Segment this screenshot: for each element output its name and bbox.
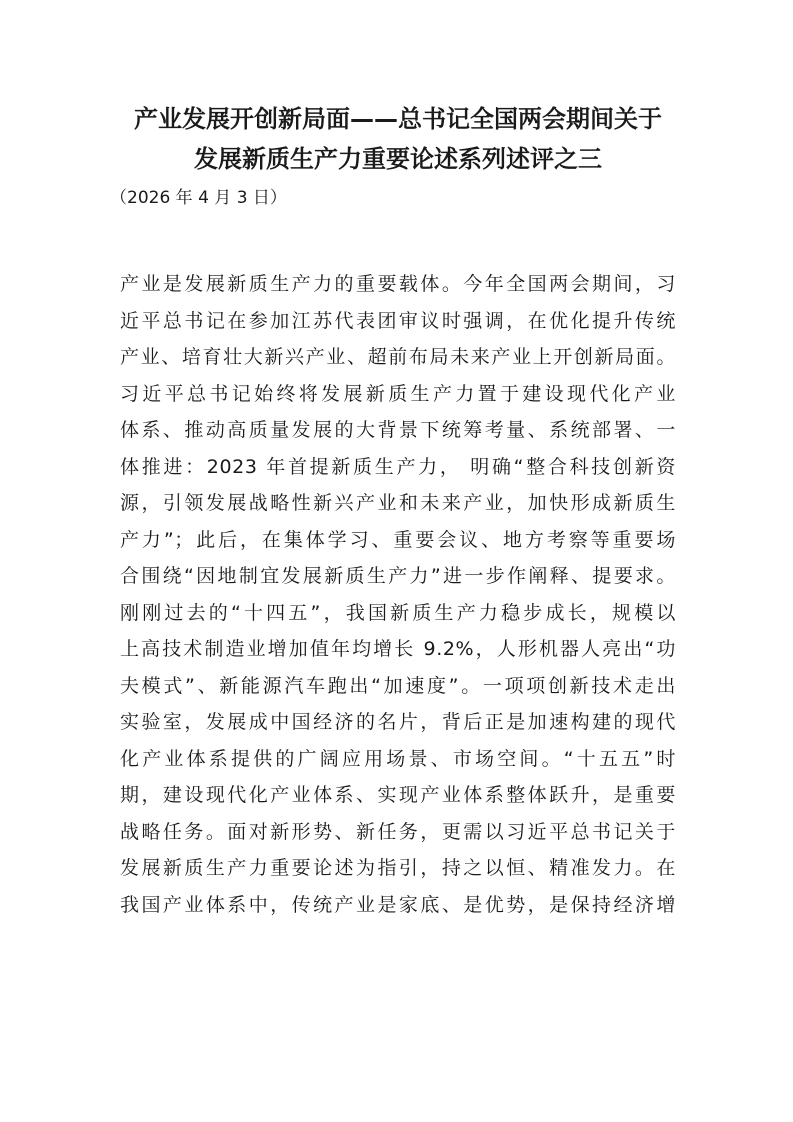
body-line: 化产业体系提供的广阔应用场景、市场空间。“十五五”时 (120, 747, 676, 770)
body-line: 产业是发展新质生产力的重要载体。今年全国两会期间，习 (120, 273, 676, 295)
body-line: 我国产业体系中，传统产业是家底、是优势，是保持经济增 (120, 893, 676, 916)
body-line: 近平总书记在参加江苏代表团审议时强调，在优化提升传统 (120, 309, 676, 332)
body-line: 发展新质生产力重要论述为指引，持之以恒、精准发力。在 (120, 857, 676, 879)
title-line-2: 发展新质生产力重要论述系列述评之三 (194, 145, 602, 173)
body-line: 上高技术制造业增加值年均增长 9.2%，人形机器人亮出“功 (120, 638, 676, 660)
body-line: 期，建设现代化产业体系、实现产业体系整体跃升，是重要 (120, 784, 676, 806)
publish-date: （2026 年 4 月 3 日） (110, 188, 287, 208)
title-line-1: 产业发展开创新局面——总书记全国两会期间关于 (134, 105, 662, 133)
body-line: 合围绕“因地制宜发展新质生产力”进一步作阐释、提要求。 (120, 565, 676, 587)
body-line: 夫模式”、新能源汽车跑出“加速度”。一项项创新技术走出 (120, 674, 676, 697)
body-line: 体系、推动高质量发展的大背景下统筹考量、系统部署、一 (120, 419, 676, 441)
body-line: 实验室，发展成中国经济的名片，背后正是加速构建的现代 (120, 711, 676, 733)
body-line: 习近平总书记始终将发展新质生产力置于建设现代化产业 (120, 382, 676, 405)
article-body (120, 266, 676, 923)
body-line: 产业、培育壮大新兴产业、超前布局未来产业上开创新局面。 (120, 346, 676, 368)
body-line: 战略任务。面对新形势、新任务，更需以习近平总书记关于 (120, 820, 676, 843)
body-line: 产力”；此后，在集体学习、重要会议、地方考察等重要场 (120, 528, 676, 551)
body-line: 源，引领发展战略性新兴产业和未来产业，加快形成新质生 (120, 492, 676, 514)
body-line: 体推进：2023 年首提新质生产力， 明确“整合科技创新资 (120, 455, 676, 478)
body-line: 刚刚过去的“十四五”，我国新质生产力稳步成长，规模以 (120, 601, 676, 624)
